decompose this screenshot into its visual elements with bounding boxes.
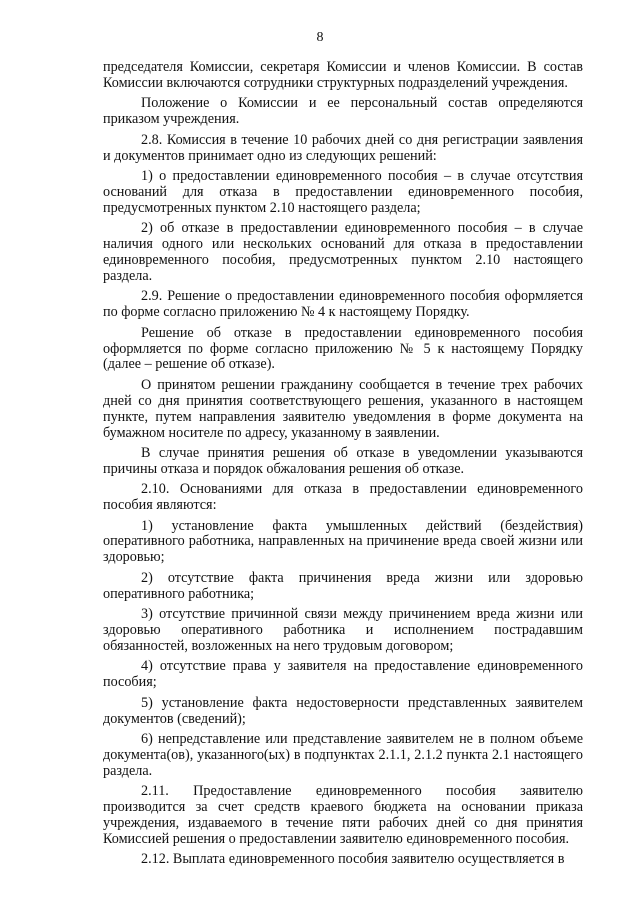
page-number: 8 <box>316 30 324 45</box>
paragraph-2-11: 2.11. Предоставление единовременного пособия заявителю производится за счет средств краевого бюджета на основании приказа учреждения, издаваемого в течение пяти рабочих дней со дня принятия Комиссией решения о предоставлении заявителю единовременного пособия. <box>103 783 583 847</box>
paragraph-2-9: 2.9. Решение о предоставлении единовременного пособия оформляется по форме согласно приложению № 4 к настоящему Порядку. <box>103 288 583 321</box>
document-body <box>103 60 583 873</box>
paragraph-2-8: 2.8. Комиссия в течение 10 рабочих дней со дня регистрации заявления и документов принимает одно из следующих решений: <box>103 131 583 164</box>
paragraph-commission-regulation: Положение о Комиссии и ее персональный состав определяются приказом учреждения. <box>103 95 583 128</box>
paragraph-2-8-item-2: 2) об отказе в предоставлении единовременного пособия – в случае наличия одного или нескольких оснований для отказа в предоставлении единовременного пособия, предусмотренных пунктом 2.10 настоящего раздела. <box>103 220 583 284</box>
paragraph-2-10-item-2: 2) отсутствие факта причинения вреда жизни или здоровью оперативного работника; <box>103 569 583 602</box>
paragraph-2-10-item-5: 5) установление факта недостоверности представленных заявителем документов (сведений); <box>103 694 583 727</box>
paragraph-refusal-form: Решение об отказе в предоставлении единовременного пособия оформляется по форме согласно приложению № 5 к настоящему Порядку (далее – решение об отказе). <box>103 324 583 373</box>
paragraph-2-10: 2.10. Основаниями для отказа в предоставлении единовременного пособия являются: <box>103 481 583 514</box>
paragraph-2-10-item-6: 6) непредставление или представление заявителем не в полном объеме документа(ов), указанного(ых) в подпунктах 2.1.1, 2.1.2 пункта 2.1 настоящего раздела. <box>103 730 583 779</box>
paragraph-notification: О принятом решении гражданину сообщается в течение трех рабочих дней со дня принятия соответствующего решения, указанного в настоящем пункте, путем направления заявителю уведомления в форме документа на бумажном носителе по адресу, указанному в заявлении. <box>103 376 583 441</box>
paragraph-commission-composition: председателя Комиссии, секретаря Комиссии и членов Комиссии. В состав Комиссии включаются сотрудники структурных подразделений учреждения. <box>103 59 583 91</box>
paragraph-2-10-item-4: 4) отсутствие права у заявителя на предоставление единовременного пособия; <box>103 658 583 691</box>
paragraph-refusal-reasons: В случае принятия решения об отказе в уведомлении указываются причины отказа и порядок обжалования решения об отказе. <box>103 444 583 477</box>
paragraph-2-12: 2.12. Выплата единовременного пособия заявителю осуществляется в <box>141 851 565 868</box>
paragraph-2-8-item-1: 1) о предоставлении единовременного пособия – в случае отсутствия оснований для отказа в предоставлении единовременного пособия, предусмотренных пунктом 2.10 настоящего раздела; <box>103 167 583 216</box>
paragraph-2-10-item-3: 3) отсутствие причинной связи между причинением вреда жизни или здоровью оперативного работника и исполнением пострадавшим обязанностей, возложенных на него трудовым договором; <box>103 606 583 654</box>
paragraph-2-10-item-1: 1) установление факта умышленных действий (бездействия) оперативного работника, направленных на причинение вреда своей жизни или здоровью; <box>103 517 583 566</box>
